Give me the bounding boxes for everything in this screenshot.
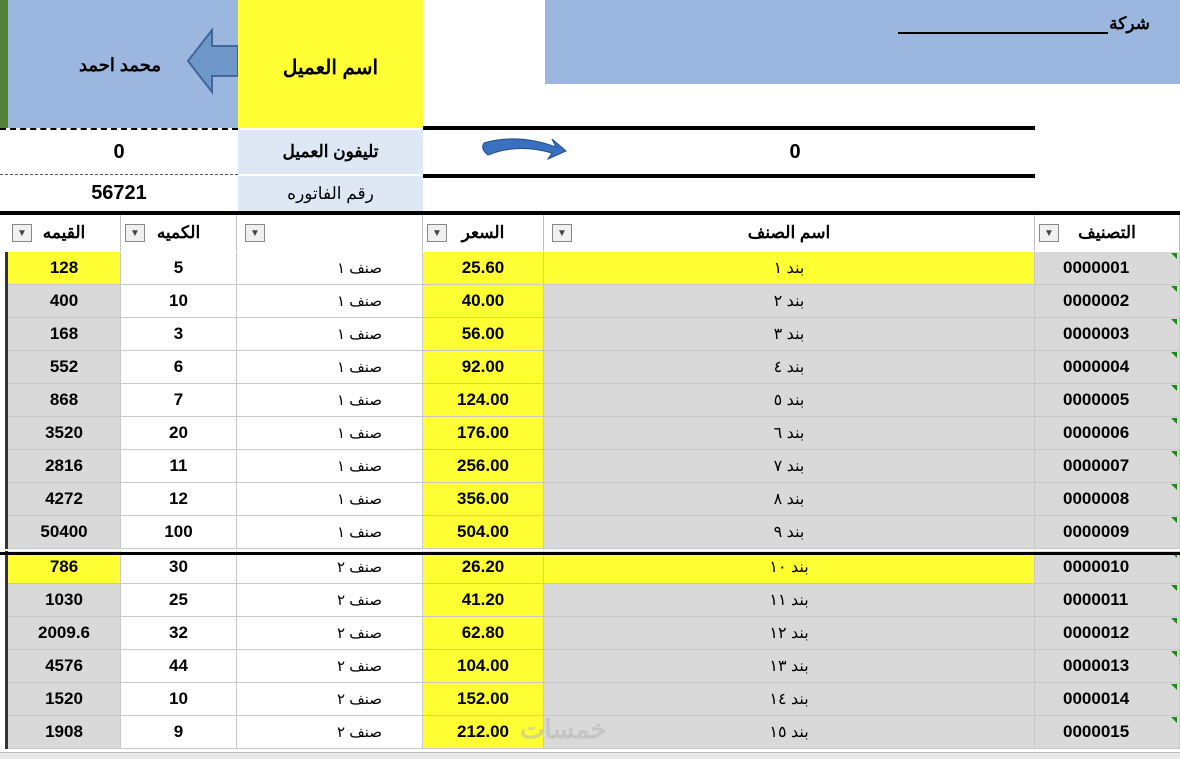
group-divider	[0, 552, 1180, 555]
error-indicator-icon	[1171, 319, 1177, 325]
error-indicator-icon	[1171, 517, 1177, 523]
cell-value[interactable]: 1520	[8, 683, 121, 716]
filter-dropdown-icon[interactable]: ▼	[427, 224, 447, 242]
table-row	[0, 318, 1180, 351]
row-edge	[0, 617, 8, 650]
column-header-item-name[interactable]	[544, 215, 1035, 251]
cell-code-text: 0000004	[1063, 357, 1130, 376]
error-indicator-icon	[1171, 352, 1177, 358]
items-table	[0, 215, 1180, 759]
cell-category[interactable]: صنف ٢	[237, 716, 423, 749]
cell-item-name[interactable]: بند ١٤	[544, 683, 1035, 716]
cell-item-name[interactable]: بند ٨	[544, 483, 1035, 516]
cell-price[interactable]: 256.00	[423, 450, 544, 483]
filter-dropdown-icon[interactable]: ▼	[1039, 224, 1059, 242]
cell-price[interactable]: 56.00	[423, 318, 544, 351]
cell-category[interactable]: صنف ١	[237, 318, 423, 351]
row-edge	[0, 650, 8, 683]
table-row	[0, 417, 1180, 450]
cell-code-text: 0000014	[1063, 689, 1130, 708]
cell-code[interactable]	[1035, 417, 1180, 450]
sheet-tabs-strip	[0, 752, 1180, 759]
cell-category[interactable]: صنف ٢	[237, 683, 423, 716]
phone-value-input[interactable]: 0	[789, 140, 801, 163]
cell-code[interactable]	[1035, 650, 1180, 683]
divider	[423, 174, 1035, 178]
watermark: خمسات	[520, 714, 607, 744]
table-row	[0, 252, 1180, 285]
row-edge	[0, 417, 8, 450]
cell-price[interactable]: 92.00	[423, 351, 544, 384]
filter-dropdown-icon[interactable]: ▼	[245, 224, 265, 242]
cell-code[interactable]	[1035, 584, 1180, 617]
cell-quantity[interactable]: 25	[121, 584, 237, 617]
cell-value[interactable]: 552	[8, 351, 121, 384]
filter-dropdown-icon[interactable]: ▼	[125, 224, 145, 242]
column-header-label: التصنيف	[1078, 223, 1136, 242]
cell-quantity[interactable]: 12	[121, 483, 237, 516]
table-row	[0, 650, 1180, 683]
table-row	[0, 384, 1180, 417]
cell-code-text: 0000002	[1063, 291, 1130, 310]
cell-item-name[interactable]: بند ١	[544, 252, 1035, 285]
cell-quantity[interactable]: 9	[121, 716, 237, 749]
cell-quantity[interactable]: 11	[121, 450, 237, 483]
table-row	[0, 450, 1180, 483]
cell-item-name[interactable]: بند ٦	[544, 417, 1035, 450]
company-label: شركة	[1109, 14, 1150, 33]
row-edge	[0, 450, 8, 483]
arrow-left-icon	[186, 26, 240, 96]
cell-code-text: 0000008	[1063, 489, 1130, 508]
cell-code-text: 0000012	[1063, 623, 1130, 642]
cell-value[interactable]: 1908	[8, 716, 121, 749]
cell-price[interactable]: 104.00	[423, 650, 544, 683]
cell-price[interactable]: 356.00	[423, 483, 544, 516]
cell-price[interactable]: 212.00	[423, 716, 544, 749]
cell-code-text: 0000013	[1063, 656, 1130, 675]
cell-value[interactable]: 3520	[8, 417, 121, 450]
cell-code[interactable]	[1035, 683, 1180, 716]
cell-item-name[interactable]: بند ١٣	[544, 650, 1035, 683]
cell-code-text: 0000015	[1063, 722, 1130, 741]
cell-value[interactable]: 50400	[8, 516, 121, 549]
cell-quantity[interactable]: 10	[121, 683, 237, 716]
cell-code-text: 0000011	[1063, 590, 1129, 609]
cell-code[interactable]	[1035, 351, 1180, 384]
cell-price[interactable]: 41.20	[423, 584, 544, 617]
cell-value[interactable]: 1030	[8, 584, 121, 617]
table-row	[0, 683, 1180, 716]
phone-value-cell[interactable]: 0	[113, 140, 125, 163]
customer-name-value[interactable]: محمد احمد	[78, 54, 162, 75]
cell-code[interactable]	[1035, 551, 1180, 584]
cell-item-name[interactable]: بند ٢	[544, 285, 1035, 318]
cell-quantity[interactable]: 7	[121, 384, 237, 417]
divider	[0, 174, 238, 175]
cell-value[interactable]: 4576	[8, 650, 121, 683]
error-indicator-icon	[1171, 717, 1177, 723]
cell-quantity[interactable]: 44	[121, 650, 237, 683]
table-row	[0, 285, 1180, 318]
row-edge	[0, 285, 8, 318]
row-edge	[0, 516, 8, 549]
filter-dropdown-icon[interactable]: ▼	[12, 224, 32, 242]
cell-value[interactable]: 400	[8, 285, 121, 318]
cell-quantity[interactable]: 30	[121, 551, 237, 584]
column-header-label: السعر	[461, 223, 505, 242]
row-edge	[0, 252, 8, 285]
table-header-row	[0, 215, 1180, 251]
cell-value[interactable]: 128	[8, 252, 121, 285]
company-name-line	[898, 32, 1108, 34]
column-header-label: الكميه	[156, 223, 201, 242]
cell-item-name[interactable]: بند ١٥	[544, 716, 1035, 749]
customer-label: اسم العميل	[282, 56, 379, 79]
cell-quantity[interactable]: 32	[121, 617, 237, 650]
cell-code-text: 0000010	[1063, 557, 1130, 576]
error-indicator-icon	[1171, 418, 1177, 424]
cell-category[interactable]: صنف ١	[237, 450, 423, 483]
cell-price[interactable]: 40.00	[423, 285, 544, 318]
error-indicator-icon	[1171, 253, 1177, 259]
cell-quantity[interactable]: 20	[121, 417, 237, 450]
curved-arrow-icon	[478, 133, 568, 169]
cell-item-name[interactable]: بند ٥	[544, 384, 1035, 417]
cell-category[interactable]: صنف ١	[237, 252, 423, 285]
cell-code-text: 0000007	[1063, 456, 1130, 475]
cell-code[interactable]	[1035, 716, 1180, 749]
cell-item-name[interactable]: بند ١٠	[544, 551, 1035, 584]
column-header-qty[interactable]	[121, 215, 237, 251]
cell-category[interactable]: صنف ١	[237, 351, 423, 384]
row-edge	[0, 716, 8, 749]
cell-quantity[interactable]: 10	[121, 285, 237, 318]
cell-item-name[interactable]: بند ٩	[544, 516, 1035, 549]
cell-price[interactable]: 176.00	[423, 417, 544, 450]
cell-code[interactable]	[1035, 285, 1180, 318]
table-row	[0, 516, 1180, 549]
error-indicator-icon	[1171, 451, 1177, 457]
column-header-price[interactable]	[423, 215, 544, 251]
cell-item-name[interactable]: بند ١١	[544, 584, 1035, 617]
row-edge	[0, 318, 8, 351]
error-indicator-icon	[1171, 618, 1177, 624]
invoice-label: رقم الفاتوره	[287, 184, 374, 203]
cell-category[interactable]: صنف ١	[237, 417, 423, 450]
cell-code-text: 0000006	[1063, 423, 1130, 442]
sheet-left-edge	[0, 0, 8, 128]
phone-label: تليفون العميل	[282, 142, 379, 161]
cell-item-name[interactable]: بند ١٢	[544, 617, 1035, 650]
cell-category[interactable]: صنف ٢	[237, 551, 423, 584]
cell-price[interactable]: 62.80	[423, 617, 544, 650]
column-header-label: القيمه	[42, 223, 86, 242]
cell-quantity[interactable]: 100	[121, 516, 237, 549]
cell-price[interactable]: 504.00	[423, 516, 544, 549]
cell-code-text: 0000009	[1063, 522, 1130, 541]
cell-category[interactable]: صنف ٢	[237, 617, 423, 650]
column-header-value[interactable]	[8, 215, 121, 251]
cell-item-name[interactable]: بند ٧	[544, 450, 1035, 483]
cell-value[interactable]: 2009.6	[8, 617, 121, 650]
cell-code-text: 0000005	[1063, 390, 1130, 409]
table-row	[0, 551, 1180, 584]
cell-category[interactable]: صنف ١	[237, 285, 423, 318]
row-edge	[0, 351, 8, 384]
table-row	[0, 584, 1180, 617]
cell-item-name[interactable]: بند ٣	[544, 318, 1035, 351]
cell-code[interactable]	[1035, 617, 1180, 650]
column-header-category[interactable]	[237, 215, 423, 251]
cell-value[interactable]: 2816	[8, 450, 121, 483]
invoice-number-value[interactable]: 56721	[91, 181, 147, 204]
error-indicator-icon	[1171, 585, 1177, 591]
row-edge	[0, 384, 8, 417]
cell-code[interactable]	[1035, 318, 1180, 351]
table-row	[0, 617, 1180, 650]
column-header-code[interactable]	[1035, 215, 1180, 251]
row-edge	[0, 551, 8, 584]
cell-code[interactable]	[1035, 384, 1180, 417]
cell-price[interactable]: 152.00	[423, 683, 544, 716]
cell-quantity[interactable]: 5	[121, 252, 237, 285]
cell-category[interactable]: صنف ٢	[237, 650, 423, 683]
cell-code-text: 0000001	[1063, 258, 1130, 277]
cell-category[interactable]: صنف ١	[237, 516, 423, 549]
cell-code-text: 0000003	[1063, 324, 1130, 343]
row-edge	[0, 683, 8, 716]
cell-price[interactable]: 26.20	[423, 551, 544, 584]
error-indicator-icon	[1171, 684, 1177, 690]
table-row	[0, 351, 1180, 384]
cell-price[interactable]: 25.60	[423, 252, 544, 285]
error-indicator-icon	[1171, 286, 1177, 292]
error-indicator-icon	[1171, 484, 1177, 490]
row-edge	[0, 584, 8, 617]
cell-value[interactable]: 168	[8, 318, 121, 351]
cell-value[interactable]: 868	[8, 384, 121, 417]
cell-category[interactable]: صنف ١	[237, 483, 423, 516]
table-row	[0, 483, 1180, 516]
cell-code[interactable]	[1035, 483, 1180, 516]
cell-price[interactable]: 124.00	[423, 384, 544, 417]
cell-code[interactable]	[1035, 450, 1180, 483]
cell-code[interactable]	[1035, 252, 1180, 285]
divider	[0, 128, 238, 130]
column-header-label: اسم الصنف	[747, 223, 831, 242]
cell-category[interactable]: صنف ١	[237, 384, 423, 417]
cell-quantity[interactable]: 3	[121, 318, 237, 351]
cell-category[interactable]: صنف ٢	[237, 584, 423, 617]
error-indicator-icon	[1171, 385, 1177, 391]
row-edge	[0, 483, 8, 516]
cell-value[interactable]: 786	[8, 551, 121, 584]
filter-dropdown-icon[interactable]: ▼	[552, 224, 572, 242]
divider	[423, 126, 1035, 130]
cell-value[interactable]: 4272	[8, 483, 121, 516]
company-header-band	[545, 0, 1180, 84]
cell-quantity[interactable]: 6	[121, 351, 237, 384]
cell-code[interactable]	[1035, 516, 1180, 549]
error-indicator-icon	[1171, 651, 1177, 657]
cell-item-name[interactable]: بند ٤	[544, 351, 1035, 384]
